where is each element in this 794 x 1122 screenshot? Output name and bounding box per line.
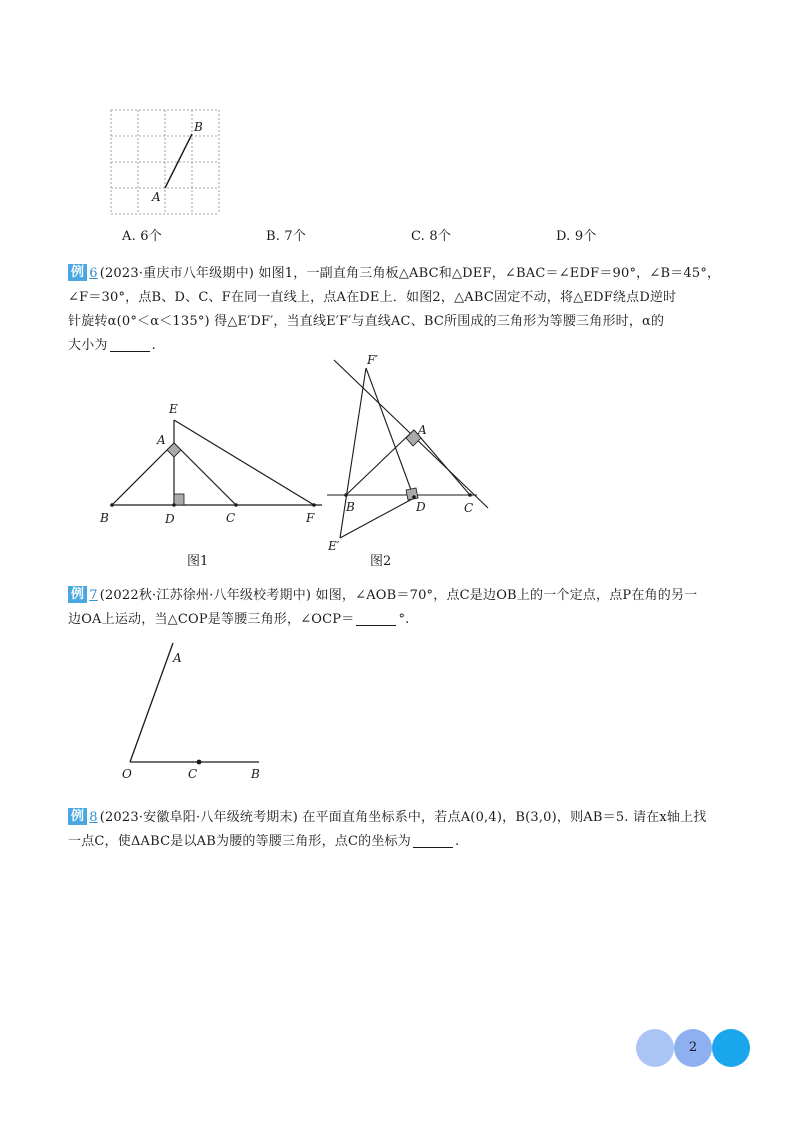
example-text: (2023·重庆市八年级期中) 如图1，一副直角三角板△ABC和△DEF，∠BAC＝∠EDF＝90°，∠B＝45°， bbox=[99, 266, 721, 281]
fig2-caption: 图2 bbox=[370, 554, 392, 569]
example-text: 大小为 bbox=[68, 338, 108, 353]
grid-label-b: B bbox=[194, 120, 203, 134]
example-8-line-2 bbox=[68, 830, 459, 854]
page-number: 2 bbox=[688, 1040, 698, 1055]
option-b[interactable]: B. 7个 bbox=[266, 229, 307, 244]
angle-label-o: O bbox=[122, 767, 132, 781]
example-number: 8 bbox=[89, 810, 98, 825]
line-end: . bbox=[151, 338, 156, 353]
example-badge: 例 bbox=[68, 808, 87, 825]
example-7-line-2 bbox=[68, 608, 410, 632]
page-circle-right bbox=[712, 1029, 750, 1067]
option-a[interactable]: A. 6个 bbox=[122, 229, 162, 244]
line-end: . bbox=[454, 834, 460, 849]
option-d[interactable]: D. 9个 bbox=[556, 229, 597, 244]
fig2-label-b: B bbox=[346, 500, 355, 514]
fig1-label-d: D bbox=[165, 512, 175, 526]
fig2-label-d: D bbox=[416, 500, 426, 514]
segment-ab bbox=[165, 134, 192, 188]
example-text: 一点C，使ΔABC是以AB为腰的等腰三角形，点C的坐标为 bbox=[68, 834, 411, 849]
line-end: °. bbox=[398, 612, 410, 627]
angle-label-a: A bbox=[173, 651, 182, 665]
example-6-line-4 bbox=[68, 334, 156, 358]
example-7-line-1 bbox=[68, 584, 697, 608]
angle-label-b: B bbox=[251, 767, 260, 781]
answer-blank[interactable] bbox=[110, 337, 150, 352]
answer-blank[interactable] bbox=[413, 833, 453, 848]
fig1-label-b: B bbox=[100, 511, 109, 525]
example-6-line-2: ∠F＝30°，点B、D、C、F在同一直线上，点A在DE上．如图2，△ABC固定不动，将△EDF绕点D逆时 bbox=[68, 290, 677, 305]
grid-figure bbox=[104, 104, 224, 220]
angle-figure bbox=[115, 638, 275, 783]
answer-blank[interactable] bbox=[356, 611, 396, 626]
example-badge: 例 bbox=[68, 264, 87, 281]
fig1-label-f: F bbox=[306, 511, 315, 525]
example-number: 7 bbox=[89, 588, 98, 603]
grid-label-a: A bbox=[152, 190, 161, 204]
example-text: (2022秋·江苏徐州·八年级校考期中) 如图，∠AOB＝70°，点C是边OB上的一个定点，点P在角的另一 bbox=[99, 588, 698, 603]
figure-1 bbox=[92, 395, 332, 575]
example-number: 6 bbox=[89, 266, 98, 281]
example-8-line-1 bbox=[68, 806, 707, 830]
option-c[interactable]: C. 8个 bbox=[411, 229, 452, 244]
example-6-line-3: 针旋转α(0°＜α＜135°) 得△E′DF′，当直线E′F′与直线AC、BC所围成的三角形为等腰三角形时，α的 bbox=[68, 314, 665, 329]
angle-label-c: C bbox=[188, 767, 198, 781]
figure-2 bbox=[322, 350, 502, 575]
fig2-label-a: A bbox=[418, 423, 427, 437]
fig2-label-c: C bbox=[464, 501, 474, 515]
fig1-caption: 图1 bbox=[187, 554, 209, 569]
fig1-label-a: A bbox=[157, 433, 166, 447]
fig1-label-c: C bbox=[226, 511, 236, 525]
fig2-label-e: E′ bbox=[328, 539, 340, 553]
example-6-line-1 bbox=[68, 262, 720, 286]
fig1-label-e: E bbox=[169, 402, 178, 416]
example-badge: 例 bbox=[68, 586, 87, 603]
page-circle-left bbox=[636, 1029, 674, 1067]
example-text: 边OA上运动，当△COP是等腰三角形，∠OCP＝ bbox=[68, 612, 355, 627]
example-text: (2023·安徽阜阳·八年级统考期末) 在平面直角坐标系中，若点A(0,4)，B(3,0)，则AB＝5. 请在x轴上找 bbox=[99, 810, 707, 825]
fig2-label-f: F′ bbox=[367, 353, 379, 367]
